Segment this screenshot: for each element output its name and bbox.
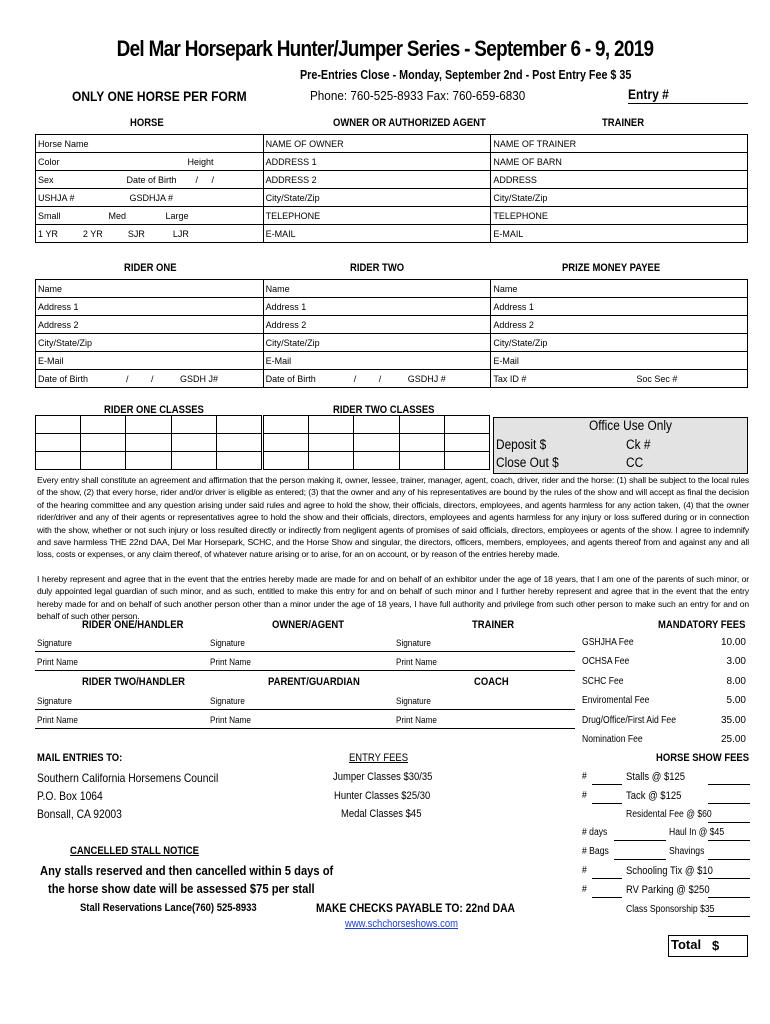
print-name-line[interactable] <box>35 728 575 729</box>
field-label: Name <box>265 283 290 294</box>
class-cell[interactable] <box>126 452 171 470</box>
dob-slash: / <box>126 373 129 384</box>
trainer-city-label: City/State/Zip <box>493 192 548 203</box>
section-rider-two-classes: RIDER TWO CLASSES <box>333 404 435 416</box>
rider1-dob-field[interactable] <box>36 370 264 388</box>
horse-size-med: Med <box>108 210 127 221</box>
stalls-count-field[interactable] <box>592 784 622 785</box>
class-cell[interactable] <box>126 416 171 434</box>
field-label: Address 2 <box>493 319 534 330</box>
horse-ushja-label: USHJA # <box>38 192 75 203</box>
rider1-city-field[interactable] <box>36 334 264 352</box>
dob-slash: / <box>353 373 357 384</box>
rider-two-classes-grid <box>263 415 490 470</box>
trainer-sig-header: TRAINER <box>472 619 515 631</box>
class-cell[interactable] <box>309 452 354 470</box>
class-cell[interactable] <box>171 416 216 434</box>
class-cell[interactable] <box>36 452 81 470</box>
print-name-label: Print Name <box>37 657 78 668</box>
fee-environmental-value: 5.00 <box>726 695 746 706</box>
class-cell[interactable] <box>309 434 354 452</box>
owner-address1-label: ADDRESS 1 <box>265 156 317 167</box>
fee-schc-value: 8.00 <box>726 676 746 687</box>
horse-age-ljr: LJR <box>172 228 189 239</box>
payee-taxid-field[interactable] <box>491 370 748 388</box>
parent-guardian-header: PARENT/GUARDIAN <box>268 676 360 688</box>
owner-address1-field[interactable] <box>263 153 491 171</box>
fee-ochsa-label: OCHSA Fee <box>582 656 630 667</box>
class-cell[interactable] <box>399 416 444 434</box>
office-use-title: Office Use Only <box>589 418 672 433</box>
riders-table <box>35 279 748 388</box>
horse-age-sjr: SJR <box>127 228 145 239</box>
fee-ochsa-value: 3.00 <box>726 656 746 667</box>
tack-amount-field[interactable] <box>708 803 750 804</box>
class-cell[interactable] <box>216 452 261 470</box>
cancelled-stall-line2: the horse show date will be assessed $75 per stall <box>48 881 315 896</box>
horse-owner-trainer-table <box>35 134 748 243</box>
jumper-classes-fee: Jumper Classes $30/35 <box>333 771 433 783</box>
rider1-name-field[interactable] <box>36 280 264 298</box>
fee-nomination-value: 25.00 <box>720 734 746 745</box>
owner-name-label: NAME OF OWNER <box>265 138 344 149</box>
field-label: Address 1 <box>265 301 307 312</box>
haul-in-label: Haul In @ $45 <box>669 827 725 838</box>
stalls-amount-field[interactable] <box>708 784 750 785</box>
class-cell[interactable] <box>354 452 399 470</box>
section-rider-one-classes: RIDER ONE CLASSES <box>104 404 204 416</box>
class-cell[interactable] <box>126 434 171 452</box>
print-name-label: Print Name <box>210 715 251 726</box>
rv-amount-field[interactable] <box>708 897 750 898</box>
preentries-notice: Pre-Entries Close - Monday, September 2nd - Post Entry Fee $ 35 <box>300 68 632 82</box>
website-link[interactable]: www.schchorseshows.com <box>345 918 459 930</box>
residential-label: Residental Fee @ $60 <box>626 809 712 820</box>
signature-label: Signature <box>37 638 72 649</box>
signature-label: Signature <box>396 638 431 649</box>
closeout-label: Close Out $ <box>496 455 559 470</box>
signature-label: Signature <box>37 696 72 707</box>
class-cell[interactable] <box>444 416 489 434</box>
total-box[interactable] <box>668 935 748 957</box>
tack-hash: # <box>582 790 587 801</box>
rider2-dob-field[interactable] <box>263 370 491 388</box>
class-cell[interactable] <box>444 452 489 470</box>
rv-count-field[interactable] <box>592 897 622 898</box>
class-cell[interactable] <box>171 452 216 470</box>
section-rider-two: RIDER TWO <box>350 262 405 274</box>
field-label: Address 2 <box>265 319 307 330</box>
entry-number-field[interactable] <box>628 103 748 104</box>
class-cell[interactable] <box>264 434 309 452</box>
class-cell[interactable] <box>444 434 489 452</box>
dob-slash: / <box>378 373 382 384</box>
shavings-amount-field[interactable] <box>708 859 750 860</box>
contact-phone: Phone: 760-525-8933 Fax: 760-659-6830 <box>310 88 526 103</box>
schooling-amount-field[interactable] <box>708 878 750 879</box>
entry-fees-header: ENTRY FEES <box>349 752 409 764</box>
field-label: City/State/Zip <box>38 337 93 348</box>
rider-one-handler-header: RIDER ONE/HANDLER <box>82 619 184 631</box>
section-trainer: TRAINER <box>602 117 645 129</box>
print-name-line[interactable] <box>35 670 575 671</box>
owner-name-field[interactable] <box>263 135 491 153</box>
trainer-name-label: NAME OF TRAINER <box>493 138 577 149</box>
checks-payable: MAKE CHECKS PAYABLE TO: 22nd DAA <box>316 901 515 915</box>
horse-show-fees-header: HORSE SHOW FEES <box>656 752 750 764</box>
tack-count-field[interactable] <box>592 803 622 804</box>
field-label: E-Mail <box>493 355 519 366</box>
class-cell[interactable] <box>399 452 444 470</box>
fee-drug-value: 35.00 <box>720 715 746 726</box>
rider2-address1-field[interactable] <box>263 298 491 316</box>
trainer-barn-label: NAME OF BARN <box>493 156 562 167</box>
field-label: Address 1 <box>38 301 79 312</box>
horse-height-label: Height <box>187 156 214 167</box>
deposit-label: Deposit $ <box>496 437 547 452</box>
trainer-address-field[interactable] <box>491 171 748 189</box>
mandatory-fees-header: MANDATORY FEES <box>658 619 746 631</box>
owner-email-label: E-MAIL <box>265 228 296 239</box>
horse-sex-label: Sex <box>38 174 54 185</box>
payee-address2-field[interactable] <box>491 316 748 334</box>
horse-age-field[interactable] <box>36 225 264 243</box>
fee-schc-label: SCHC Fee <box>582 676 624 687</box>
office-use-box <box>493 417 748 474</box>
class-cell[interactable] <box>36 434 81 452</box>
stalls-hash: # <box>582 771 587 782</box>
field-label: Address 1 <box>493 301 534 312</box>
dob-slash: / <box>151 373 154 384</box>
agreement-paragraph: Every entry shall constitute an agreement and affirmation that the person making it, owner, lessee, trainer, manager, agent, coach, driver, rider and the horse: (1) shall be subject to the local rules of the show, (2) that every horse, rider and/or driver is eligible as entered; (3) that the owner and any of his representatives are bound by the rules of the show and will accept as final the decision of the hearing committee and any question arising under said rules and agree to hold the show, their officials, directors, employees, and agents harmless for any action taken, (4) that the owner rider/driver and any of their agents or representatives agree to hold the show and their officials, directors, employees and agents harmless for any injury or loss suffered during or in connection with the show, whether or not such injury or loss resulted directly or indirectly from negligent agents of promises of said officials, directors, employees or agents of the show. I agree to indemnify and save harmless THE 22nd DAA, Del Mar Horsepark, SCHC, and the Horse Show and singular, the directors, officers, members, employees, and agents thereof from and against any and all loss, costs or expenses, or any claim thereof, of whatever nature arising or to arise, for an on account, or by reason of the entries hereby made. <box>37 475 749 560</box>
rider1-address1-field[interactable] <box>36 298 264 316</box>
owner-city-field[interactable] <box>263 189 491 207</box>
class-cell[interactable] <box>309 416 354 434</box>
payee-email-field[interactable] <box>491 352 748 370</box>
owner-address2-label: ADDRESS 2 <box>265 174 317 185</box>
horse-color-field[interactable] <box>36 153 264 171</box>
class-cell[interactable] <box>399 434 444 452</box>
horse-size-large: Large <box>165 210 189 221</box>
horse-color-label: Color <box>38 156 60 167</box>
cancelled-stall-line1: Any stalls reserved and then cancelled within 5 days of <box>40 863 334 878</box>
signature-label: Signature <box>210 638 245 649</box>
stalls-label: Stalls @ $125 <box>626 771 686 783</box>
owner-address2-field[interactable] <box>263 171 491 189</box>
rv-label: RV Parking @ $250 <box>626 884 710 896</box>
entry-number-label: Entry # <box>628 86 669 102</box>
total-label: Total <box>671 937 702 952</box>
hunter-classes-fee: Hunter Classes $25/30 <box>334 790 431 802</box>
credit-card-label: CC <box>626 455 644 470</box>
horse-ushja-field[interactable] <box>36 189 264 207</box>
payee-city-field[interactable] <box>491 334 748 352</box>
trainer-email-label: E-MAIL <box>493 228 524 239</box>
class-cell[interactable] <box>354 416 399 434</box>
signature-label: Signature <box>396 696 431 707</box>
coach-header: COACH <box>474 676 509 688</box>
trainer-city-field[interactable] <box>491 189 748 207</box>
trainer-barn-field[interactable] <box>491 153 748 171</box>
field-label: GSDHJ # <box>407 373 446 384</box>
trainer-name-field[interactable] <box>491 135 748 153</box>
mail-entries-header: MAIL ENTRIES TO: <box>37 752 123 764</box>
rv-hash: # <box>582 884 587 895</box>
section-prize-payee: PRIZE MONEY PAYEE <box>562 262 661 274</box>
print-name-label: Print Name <box>37 715 78 726</box>
class-cell[interactable] <box>81 434 126 452</box>
section-rider-one: RIDER ONE <box>124 262 177 274</box>
horse-size-small: Small <box>38 210 61 221</box>
bags-label: # Bags <box>582 846 609 857</box>
horse-sex-field[interactable] <box>36 171 264 189</box>
print-name-label: Print Name <box>396 657 437 668</box>
field-label: Date of Birth <box>265 373 316 384</box>
fee-gshjha-value: 10.00 <box>720 637 746 648</box>
form-title: Del Mar Horsepark Hunter/Jumper Series - September 6 - 9, 2019 <box>116 36 654 61</box>
owner-telephone-field[interactable] <box>263 207 491 225</box>
signature-line[interactable] <box>35 709 575 710</box>
horse-name-field[interactable] <box>36 135 264 153</box>
days-label: # days <box>582 827 608 838</box>
trainer-telephone-label: TELEPHONE <box>493 210 548 221</box>
class-sponsorship-amount-field[interactable] <box>708 916 750 917</box>
mail-address-line2: P.O. Box 1064 <box>37 789 103 803</box>
one-horse-notice: ONLY ONE HORSE PER FORM <box>72 88 247 104</box>
fee-environmental-label: Enviromental Fee <box>582 695 650 706</box>
horse-dob-label: Date of Birth <box>126 174 177 185</box>
class-cell[interactable] <box>354 434 399 452</box>
rider-two-handler-header: RIDER TWO/HANDLER <box>82 676 186 688</box>
section-owner: OWNER OR AUTHORIZED AGENT <box>333 117 486 129</box>
field-label: City/State/Zip <box>493 337 548 348</box>
trainer-email-field[interactable] <box>491 225 748 243</box>
print-name-label: Print Name <box>396 715 437 726</box>
schooling-hash: # <box>582 865 587 876</box>
fee-drug-label: Drug/Office/First Aid Fee <box>582 715 676 726</box>
class-cell[interactable] <box>81 416 126 434</box>
owner-agent-header: OWNER/AGENT <box>272 619 345 631</box>
horse-name-label: Horse Name <box>38 138 89 149</box>
trainer-address-label: ADDRESS <box>493 174 537 185</box>
class-cell[interactable] <box>264 416 309 434</box>
class-cell[interactable] <box>216 416 261 434</box>
class-cell[interactable] <box>216 434 261 452</box>
schooling-label: Schooling Tix @ $10 <box>626 865 713 877</box>
schooling-count-field[interactable] <box>592 878 622 879</box>
class-cell[interactable] <box>171 434 216 452</box>
horse-age-2yr: 2 YR <box>82 228 103 239</box>
field-label: Name <box>38 283 63 294</box>
residential-amount-field[interactable] <box>708 822 750 823</box>
class-cell[interactable] <box>81 452 126 470</box>
field-label: Tax ID # <box>493 373 527 384</box>
haul-in-amount-field[interactable] <box>708 840 750 841</box>
class-cell[interactable] <box>36 416 81 434</box>
horse-size-field[interactable] <box>36 207 264 225</box>
rider2-email-field[interactable] <box>263 352 491 370</box>
days-field[interactable] <box>614 840 666 841</box>
rider2-name-field[interactable] <box>263 280 491 298</box>
tack-label: Tack @ $125 <box>626 790 682 802</box>
horse-gsdhja-label: GSDHJA # <box>129 192 174 203</box>
horse-age-1yr: 1 YR <box>38 228 58 239</box>
bags-field[interactable] <box>614 859 666 860</box>
medal-classes-fee: Medal Classes $45 <box>341 808 422 820</box>
fee-gshjha-label: GSHJHA Fee <box>582 637 634 648</box>
field-label: City/State/Zip <box>265 337 320 348</box>
cancelled-stall-header: CANCELLED STALL NOTICE <box>70 845 199 857</box>
rider1-email-field[interactable] <box>36 352 264 370</box>
check-number-label: Ck # <box>626 437 651 452</box>
field-label: Name <box>493 283 518 294</box>
fee-nomination-label: Nomination Fee <box>582 734 643 745</box>
field-label: E-Mail <box>265 355 292 366</box>
minor-representation-paragraph: I hereby represent and agree that in the event that the entries hereby made are made for and on behalf of an exhibitor under the age of 18 years, that I am one of the parents of such minor, or duly appointed legal guardian of such minor, and as such, entitled to make this entry for and on behalf of such minor and I further hereby represent and agree that in the event that the entry hereby made for and on behalf of such another person other than a minor under the age of 18 years, I have full authority and privilege from such other person to make such an entry for and on behalf of such other person. <box>37 574 749 622</box>
owner-email-field[interactable] <box>263 225 491 243</box>
signature-label: Signature <box>210 696 245 707</box>
section-horse: HORSE <box>130 117 164 129</box>
stall-reservations-contact: Stall Reservations Lance(760) 525-8933 <box>80 902 257 914</box>
signature-line[interactable] <box>35 651 575 652</box>
field-label: GSDH J# <box>180 373 219 384</box>
shavings-label: Shavings <box>669 846 705 857</box>
class-sponsorship-label: Class Sponsorship $35 <box>626 904 715 915</box>
field-label: Soc Sec # <box>636 373 678 384</box>
total-dollar-sign: $ <box>712 938 720 953</box>
trainer-telephone-field[interactable] <box>491 207 748 225</box>
mail-address-line3: Bonsall, CA 92003 <box>37 807 122 821</box>
horse-dob-slash: / <box>211 174 215 185</box>
rider1-address2-field[interactable] <box>36 316 264 334</box>
owner-telephone-label: TELEPHONE <box>265 210 321 221</box>
rider2-address2-field[interactable] <box>263 316 491 334</box>
class-cell[interactable] <box>264 452 309 470</box>
print-name-label: Print Name <box>210 657 251 668</box>
mail-address-line1: Southern California Horsemens Council <box>37 771 219 785</box>
payee-address1-field[interactable] <box>491 298 748 316</box>
field-label: E-Mail <box>38 355 64 366</box>
field-label: Address 2 <box>38 319 79 330</box>
rider-one-classes-grid <box>35 415 262 470</box>
field-label: Date of Birth <box>38 373 89 384</box>
payee-name-field[interactable] <box>491 280 748 298</box>
owner-city-label: City/State/Zip <box>265 192 320 203</box>
rider2-city-field[interactable] <box>263 334 491 352</box>
horse-dob-slash: / <box>195 174 199 185</box>
